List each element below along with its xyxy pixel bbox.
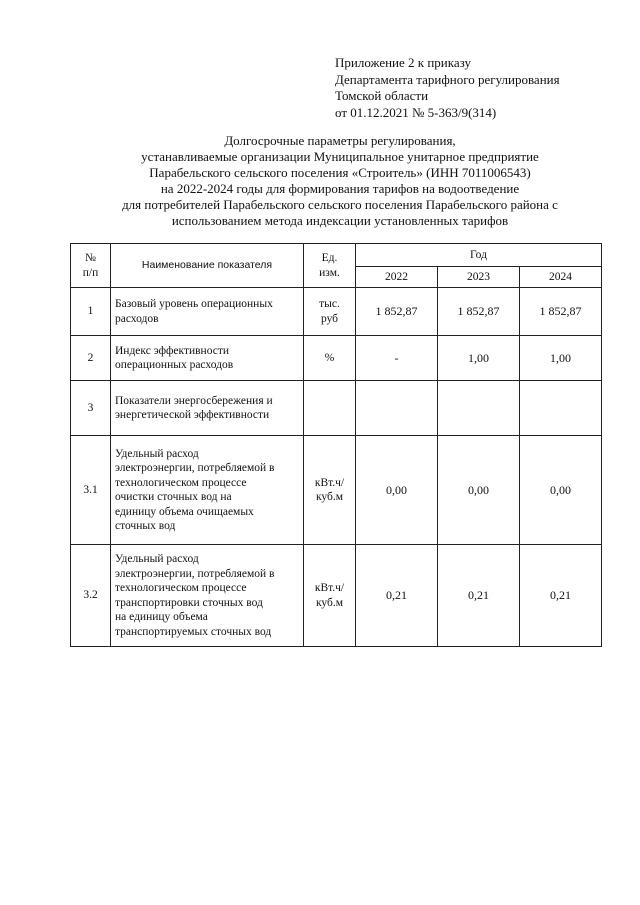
- parameters-table: [70, 243, 602, 647]
- title-line: устанавливаемые организации Муниципальное унитарное предприятие: [141, 149, 539, 164]
- header-year: 2023: [438, 267, 520, 288]
- row-value-2024: 0,21: [520, 545, 602, 647]
- row-name: Показатели энергосбережения и энергетической эффективности: [111, 381, 304, 436]
- row-value-2024: 1 852,87: [520, 288, 602, 336]
- row-value-2024: [520, 381, 602, 436]
- header-unit: Ед. изм.: [304, 244, 356, 288]
- row-name: Индекс эффективности операционных расходов: [111, 336, 304, 381]
- appendix-line: Департамента тарифного регулирования: [335, 71, 560, 87]
- row-value-2023: 1 852,87: [438, 288, 520, 336]
- title-line: использованием метода индексации установленных тарифов: [171, 213, 509, 228]
- row-name: Удельный расход электроэнергии, потребляемой в технологическом процессе транспортировки сточных вод на единицу объема транспортируемых сточных вод: [111, 545, 304, 647]
- header-year: 2024: [520, 267, 602, 288]
- row-unit: тыс. руб: [304, 288, 356, 336]
- row-value-2022: 0,21: [356, 545, 438, 647]
- title-line: на 2022-2024 годы для формирования тарифов на водоотведение: [160, 181, 520, 196]
- title-line: Парабельского сельского поселения «Строитель» (ИНН 7011006543): [149, 165, 531, 180]
- appendix-line: от 01.12.2021 № 5-363/9(314): [335, 104, 497, 120]
- row-name: Удельный расход электроэнергии, потребляемой в технологическом процессе очистки сточных вод на единицу объема очищаемых сточных вод: [111, 436, 304, 545]
- row-value-2024: 0,00: [520, 436, 602, 545]
- row-num: 3.2: [71, 545, 111, 647]
- table-row: [71, 436, 602, 545]
- table-row: [71, 336, 602, 381]
- header-name: Наименование показателя: [111, 244, 304, 288]
- row-num: 1: [71, 288, 111, 336]
- row-unit: кВт.ч/ куб.м: [304, 545, 356, 647]
- title-line: для потребителей Парабельского сельского поселения Парабельского района с: [122, 197, 558, 212]
- row-value-2023: 0,00: [438, 436, 520, 545]
- table-row: [71, 381, 602, 436]
- row-unit: %: [304, 336, 356, 381]
- row-value-2024: 1,00: [520, 336, 602, 381]
- row-value-2022: -: [356, 336, 438, 381]
- appendix-line: Приложение 2 к приказу: [335, 55, 472, 70]
- table-row: [71, 288, 602, 336]
- row-num: 2: [71, 336, 111, 381]
- row-unit: [304, 381, 356, 436]
- header-num: № п/п: [71, 244, 111, 288]
- row-num: 3: [71, 381, 111, 436]
- row-num: 3.1: [71, 436, 111, 545]
- row-value-2023: 0,21: [438, 545, 520, 647]
- row-value-2022: 0,00: [356, 436, 438, 545]
- row-value-2022: [356, 381, 438, 436]
- header-year: 2022: [356, 267, 438, 288]
- appendix-line: Томской области: [335, 88, 429, 103]
- row-value-2022: 1 852,87: [356, 288, 438, 336]
- title-line: Долгосрочные параметры регулирования,: [224, 133, 456, 148]
- header-year-group: Год: [356, 244, 602, 267]
- appendix-block: [335, 55, 560, 121]
- row-name: Базовый уровень операционных расходов: [111, 288, 304, 336]
- row-value-2023: [438, 381, 520, 436]
- row-value-2023: 1,00: [438, 336, 520, 381]
- row-unit: кВт.ч/ куб.м: [304, 436, 356, 545]
- table-row: [71, 545, 602, 647]
- document-title: [60, 133, 620, 229]
